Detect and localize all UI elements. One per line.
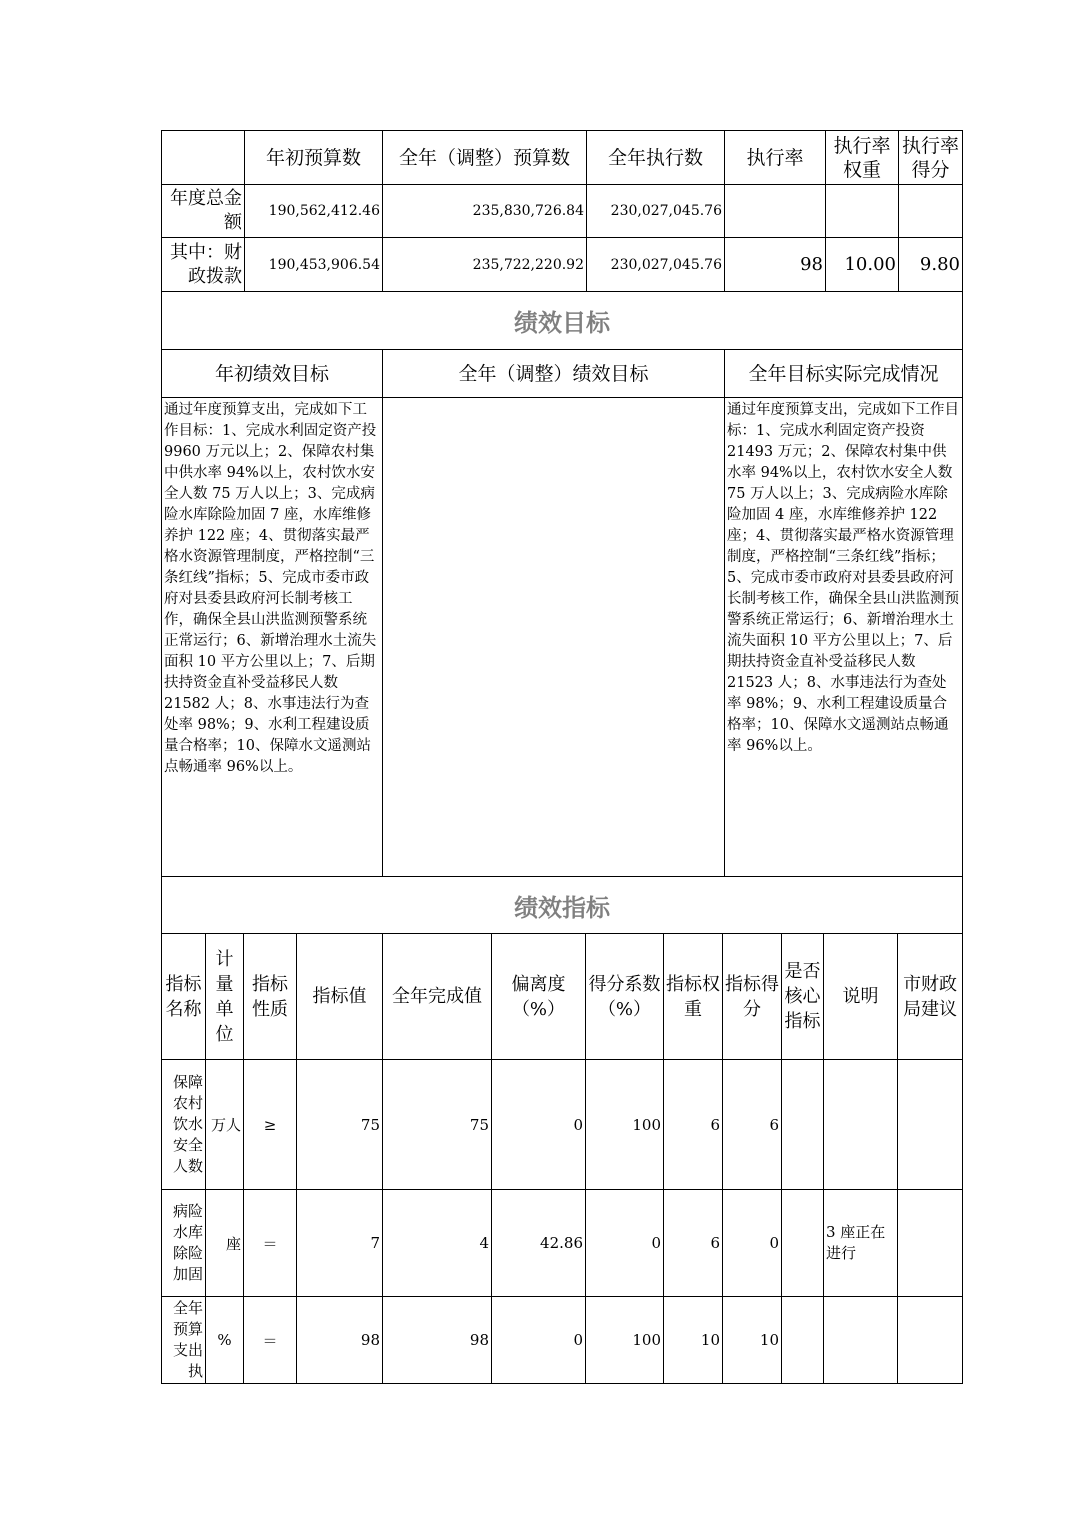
ind-header-deviation: 偏离度（%） (492, 934, 586, 1060)
budget-header-initial: 年初预算数 (245, 131, 383, 185)
indicator-unit: 座 (206, 1190, 244, 1297)
indicator-actual: 98 (383, 1297, 492, 1384)
ind-header-name: 指标名称 (162, 934, 206, 1060)
initial-value: 190,562,412.46 (245, 185, 383, 238)
adjusted-value: 235,830,726.84 (383, 185, 587, 238)
executed-value: 230,027,045.76 (587, 238, 725, 292)
indicator-coef: 100 (586, 1060, 664, 1190)
budget-header-adjusted: 全年（调整）预算数 (383, 131, 587, 185)
table-row (162, 1060, 963, 1190)
indicator-deviation: 0 (492, 1060, 586, 1190)
indicator-core (782, 1060, 824, 1190)
indicator-unit: % (206, 1297, 244, 1384)
budget-table (161, 130, 963, 292)
indicator-coef: 0 (586, 1190, 664, 1297)
indicator-unit: 万人 (206, 1060, 244, 1190)
actual-goal-text: 通过年度预算支出，完成如下工作目标：1、完成水利固定资产投资 21493 万元；2、保障农村集中供水率 94%以上，农村饮水安全人数 75 万人以上；3、完成病险水库除险加固 4 座，水库维修养护 122 座；4、贯彻落实最严格水资源管理制度，严格控制“三条红线”指标；5、完成市委市政府对县委县政府河长制考核工作，确保全县山洪监测预警系统正常运行；6、新增治理水土流失面积 10 平方公里以上；7、后期扶持资金直补受益移民人数 21523 人；8、水事违法行为查处率 98%；9、水利工程建设质量合格率；10、保障水文遥测站点畅通率 96%以上。 (725, 398, 963, 877)
ind-header-target: 指标值 (297, 934, 383, 1060)
goals-header-adjusted: 全年（调整）绩效目标 (383, 350, 725, 398)
ind-header-unit: 计量单位 (206, 934, 244, 1060)
adjusted-value: 235,722,220.92 (383, 238, 587, 292)
indicator-deviation: 0 (492, 1297, 586, 1384)
indicator-nature: ＝ (244, 1190, 297, 1297)
indicator-advice (898, 1297, 963, 1384)
indicator-score: 0 (723, 1190, 782, 1297)
score-value (899, 185, 963, 238)
indicator-nature: ≥ (244, 1060, 297, 1190)
ind-header-core: 是否核心指标 (782, 934, 824, 1060)
indicator-deviation: 42.86 (492, 1190, 586, 1297)
goals-table (161, 291, 963, 877)
weight-value: 10.00 (826, 238, 899, 292)
budget-header-score: 执行率得分 (899, 131, 963, 185)
executed-value: 230,027,045.76 (587, 185, 725, 238)
ind-header-advice: 市财政局建议 (898, 934, 963, 1060)
budget-header-rate: 执行率 (725, 131, 826, 185)
initial-goal-text: 通过年度预算支出，完成如下工作目标：1、完成水利固定资产投 9960 万元以上；2、保障农村集中供水率 94%以上，农村饮水安全人数 75 万人以上；3、完成病险水库除险加固 7 座，水库维修养护 122 座；4、贯彻落实最严格水资源管理制度，严格控制“三条红线”指标；5、完成市委市政府对县委县政府河长制考核工作，确保全县山洪监测预警系统正常运行；6、新增治理水土流失面积 10 平方公里以上；7、后期扶持资金直补受益移民人数 21582 人；8、水事违法行为查处率 98%；9、水利工程建设质量合格率；10、保障水文遥测站点畅通率 96%以上。 (162, 398, 383, 877)
indicator-score: 10 (723, 1297, 782, 1384)
rate-value: 98 (725, 238, 826, 292)
indicator-core (782, 1190, 824, 1297)
indicator-weight: 6 (664, 1060, 723, 1190)
score-value: 9.80 (899, 238, 963, 292)
indicator-name: 全年预算支出执 (162, 1297, 206, 1384)
indicator-note: 3 座正在进行 (824, 1190, 898, 1297)
goals-header-initial: 年初绩效目标 (162, 350, 383, 398)
indicator-actual: 4 (383, 1190, 492, 1297)
indicator-core (782, 1297, 824, 1384)
indicator-coef: 100 (586, 1297, 664, 1384)
ind-header-coef: 得分系数（%） (586, 934, 664, 1060)
indicator-advice (898, 1060, 963, 1190)
indicator-actual: 75 (383, 1060, 492, 1190)
indicator-score: 6 (723, 1060, 782, 1190)
ind-header-actual: 全年完成值 (383, 934, 492, 1060)
indicator-target: 75 (297, 1060, 383, 1190)
rate-value (725, 185, 826, 238)
indicators-section-title: 绩效指标 (162, 877, 963, 934)
budget-header-weight: 执行率权重 (826, 131, 899, 185)
indicator-weight: 10 (664, 1297, 723, 1384)
weight-value (826, 185, 899, 238)
budget-row-fiscal (162, 238, 963, 292)
indicator-note (824, 1060, 898, 1190)
budget-header-executed: 全年执行数 (587, 131, 725, 185)
indicator-nature: ＝ (244, 1297, 297, 1384)
goals-section-title: 绩效目标 (162, 292, 963, 350)
indicator-name: 保障农村饮水安全人数 (162, 1060, 206, 1190)
adjusted-goal-text (383, 398, 725, 877)
budget-header-blank (162, 131, 245, 185)
indicator-target: 98 (297, 1297, 383, 1384)
budget-row-total (162, 185, 963, 238)
ind-header-note: 说明 (824, 934, 898, 1060)
indicator-note (824, 1297, 898, 1384)
table-row (162, 1190, 963, 1297)
ind-header-weight: 指标权重 (664, 934, 723, 1060)
ind-header-nature: 指标性质 (244, 934, 297, 1060)
indicators-table (161, 876, 963, 1384)
goals-header-actual: 全年目标实际完成情况 (725, 350, 963, 398)
indicator-name: 病险水库除险加固 (162, 1190, 206, 1297)
ind-header-score: 指标得分 (723, 934, 782, 1060)
indicator-advice (898, 1190, 963, 1297)
row-label: 年度总金额 (162, 185, 245, 238)
table-row (162, 1297, 963, 1384)
initial-value: 190,453,906.54 (245, 238, 383, 292)
row-label: 其中：财政拨款 (162, 238, 245, 292)
indicator-target: 7 (297, 1190, 383, 1297)
indicator-weight: 6 (664, 1190, 723, 1297)
